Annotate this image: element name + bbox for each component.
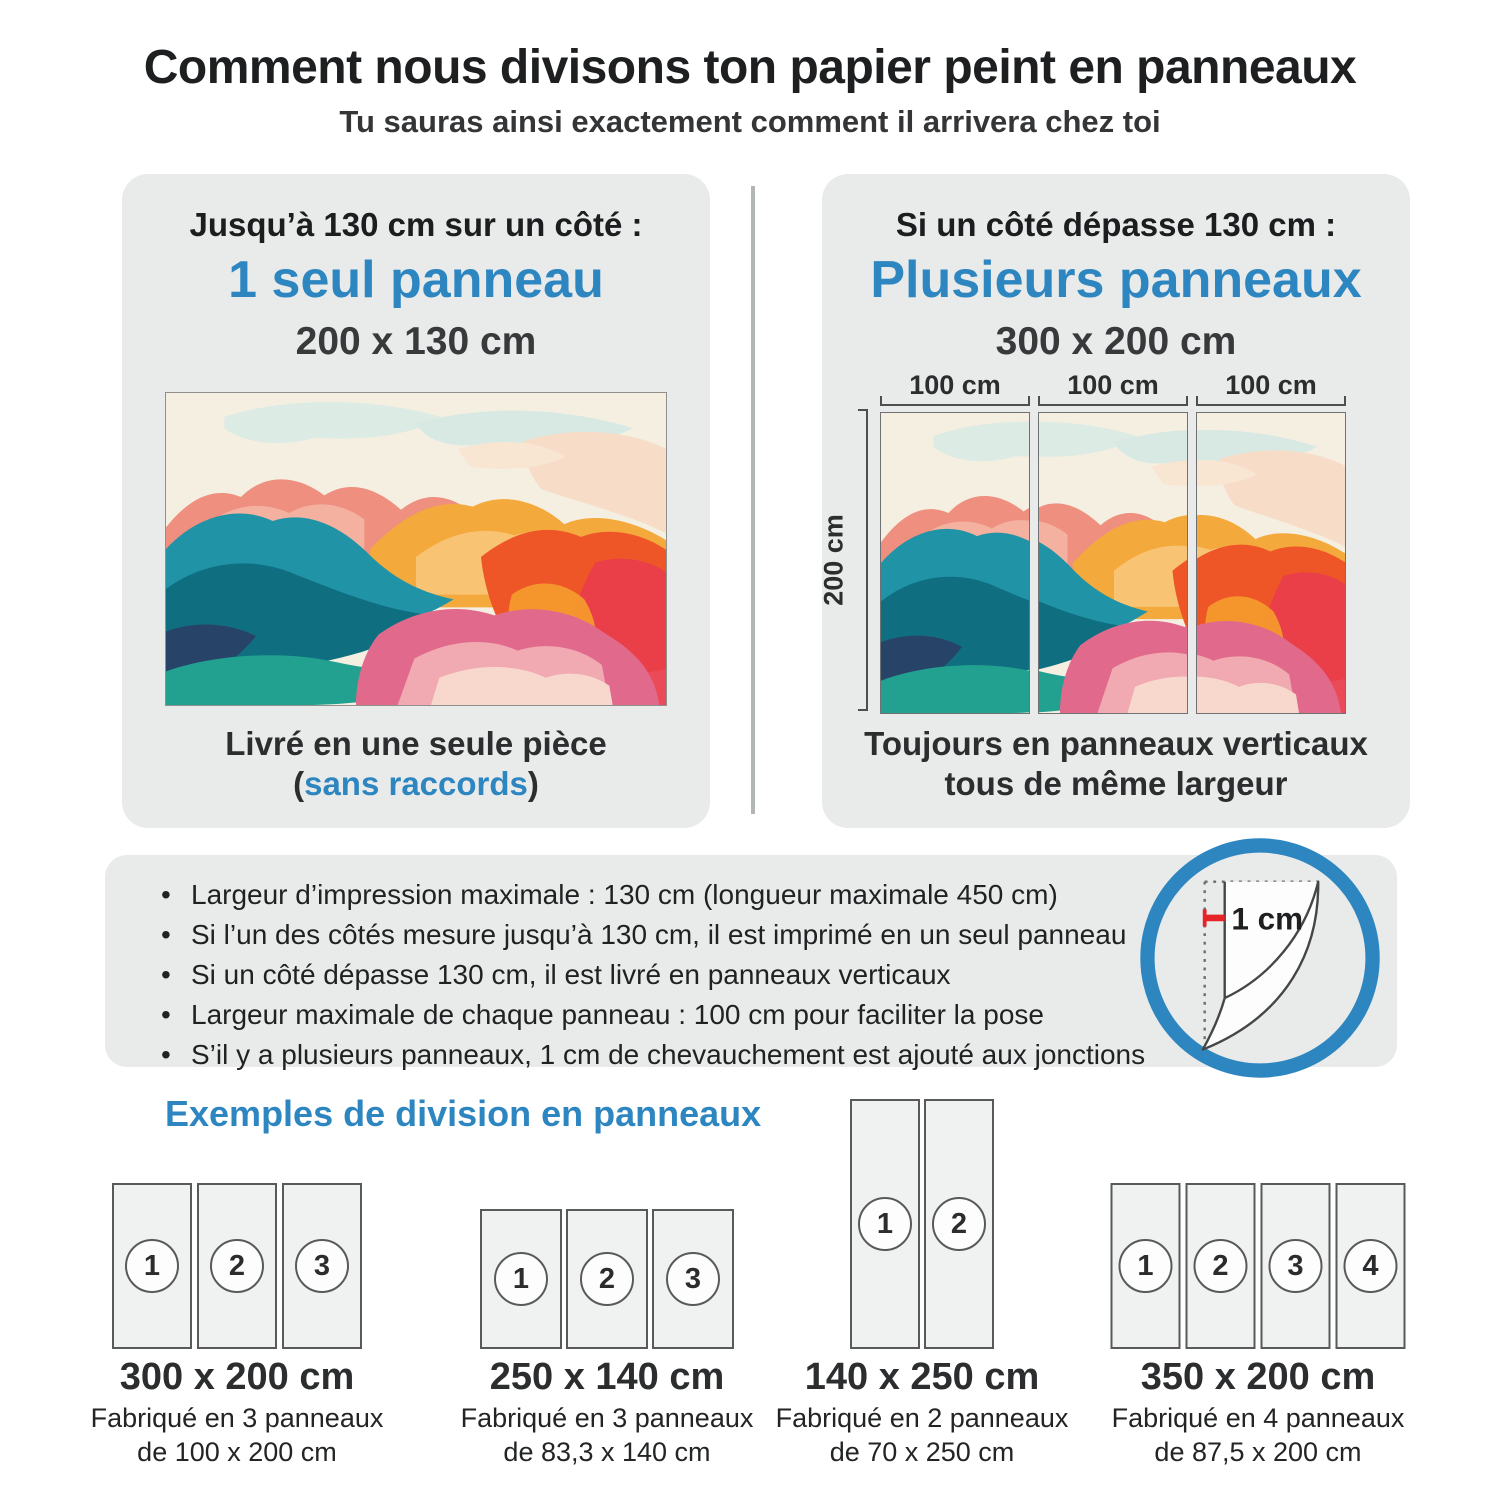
wallpaper-panel-strip bbox=[880, 412, 1030, 714]
single-panel-footer-line2: (sans raccords) bbox=[293, 765, 539, 802]
cards-divider bbox=[751, 186, 755, 814]
panel-number-badge: 2 bbox=[580, 1252, 634, 1306]
panel bbox=[566, 1209, 648, 1349]
multi-panel-footer-line1: Toujours en panneaux verticaux bbox=[864, 725, 1368, 762]
example-size: 300 x 200 cm bbox=[119, 1356, 355, 1398]
overlap-illustration-icon bbox=[1136, 834, 1384, 1082]
example-250x140 bbox=[460, 1099, 754, 1479]
example-caption-line2: de 70 x 250 cm bbox=[829, 1437, 1015, 1467]
multi-panel-footer-line2: tous de même largeur bbox=[944, 765, 1288, 802]
example-140x250 bbox=[775, 1099, 1069, 1479]
width-dimension-line bbox=[1038, 404, 1188, 406]
width-dimension-lines bbox=[880, 404, 1346, 406]
wallpaper-preview-image bbox=[165, 392, 667, 706]
panel bbox=[1261, 1183, 1331, 1349]
multi-panel-dimensions: 300 x 200 cm bbox=[995, 320, 1237, 363]
example-caption-line1: Fabriqué en 4 panneaux bbox=[1111, 1403, 1405, 1433]
info-bullet: • S’il y a plusieurs panneaux, 1 cm de chevauchement est ajouté aux jonctions bbox=[161, 1035, 1397, 1075]
info-bullet: • Si un côté dépasse 130 cm, il est livré en panneaux verticaux bbox=[161, 955, 1397, 995]
panel bbox=[924, 1099, 994, 1349]
single-panel-dimensions: 200 x 130 cm bbox=[295, 320, 537, 363]
panel-width-label: 100 cm bbox=[1225, 370, 1317, 400]
example-panels bbox=[480, 1209, 734, 1349]
examples-heading: Exemples de division en panneaux bbox=[165, 1093, 762, 1134]
example-caption-line1: Fabriqué en 3 panneaux bbox=[460, 1403, 754, 1433]
example-caption bbox=[1078, 1401, 1438, 1469]
example-300x200 bbox=[90, 1099, 384, 1479]
single-panel-condition: Jusqu’à 130 cm sur un côté : bbox=[189, 206, 643, 243]
info-bullet: • Largeur d’impression maximale : 130 cm (longueur maximale 450 cm) bbox=[161, 875, 1397, 915]
panel bbox=[850, 1099, 920, 1349]
wallpaper-panel-strip bbox=[1038, 412, 1188, 714]
width-dimension-line bbox=[1196, 404, 1346, 406]
example-panels bbox=[850, 1099, 994, 1349]
example-caption-line2: de 87,5 x 200 cm bbox=[1154, 1437, 1362, 1467]
panel bbox=[112, 1183, 192, 1349]
panel-number-badge: 2 bbox=[932, 1197, 986, 1251]
single-panel-headline: 1 seul panneau bbox=[228, 251, 604, 309]
panel-number-badge: 1 bbox=[858, 1197, 912, 1251]
example-caption bbox=[57, 1401, 417, 1469]
wallpaper-panel-strip bbox=[1196, 412, 1346, 714]
overlap-measure-label: 1 cm bbox=[1231, 901, 1304, 937]
multi-panel-preview bbox=[880, 412, 1346, 714]
panel-number-badge: 1 bbox=[125, 1239, 179, 1293]
multi-panel-footer bbox=[822, 724, 1410, 804]
info-bullet: • Si l’un des côtés mesure jusqu’à 130 cm, il est imprimé en un seul panneau bbox=[161, 915, 1397, 955]
example-caption-line1: Fabriqué en 2 panneaux bbox=[775, 1403, 1069, 1433]
example-350x200 bbox=[1110, 1099, 1406, 1479]
panel bbox=[282, 1183, 362, 1349]
example-size: 350 x 200 cm bbox=[1140, 1356, 1376, 1398]
page-title: Comment nous divisons ton papier peint en panneaux bbox=[143, 41, 1357, 94]
example-caption bbox=[742, 1401, 1102, 1469]
panel bbox=[1336, 1183, 1406, 1349]
panel-number-badge: 3 bbox=[666, 1252, 720, 1306]
panel bbox=[197, 1183, 277, 1349]
sans-raccords-highlight: sans raccords bbox=[304, 765, 528, 802]
example-size: 250 x 140 cm bbox=[489, 1356, 725, 1398]
single-panel-footer-line1: Livré en une seule pièce bbox=[225, 725, 607, 762]
panel-number-badge: 3 bbox=[295, 1239, 349, 1293]
example-caption-line2: de 83,3 x 140 cm bbox=[503, 1437, 711, 1467]
example-panels bbox=[112, 1183, 362, 1349]
height-dimension-line bbox=[866, 409, 868, 711]
panel bbox=[1111, 1183, 1181, 1349]
panel-number-badge: 4 bbox=[1344, 1239, 1398, 1293]
example-caption bbox=[427, 1401, 787, 1469]
single-panel-footer bbox=[122, 724, 710, 804]
panel-number-badge: 2 bbox=[210, 1239, 264, 1293]
panel-width-labels bbox=[880, 370, 1346, 401]
panel-width-label: 100 cm bbox=[1067, 370, 1159, 400]
example-caption-line2: de 100 x 200 cm bbox=[137, 1437, 337, 1467]
panel bbox=[652, 1209, 734, 1349]
page-subtitle: Tu sauras ainsi exactement comment il arrivera chez toi bbox=[339, 104, 1161, 139]
info-bullet: • Largeur maximale de chaque panneau : 100 cm pour faciliter la pose bbox=[161, 995, 1397, 1035]
multi-panel-condition: Si un côté dépasse 130 cm : bbox=[895, 206, 1337, 243]
example-panels bbox=[1111, 1183, 1406, 1349]
panel-number-badge: 1 bbox=[494, 1252, 548, 1306]
panel-number-badge: 2 bbox=[1194, 1239, 1248, 1293]
panel bbox=[480, 1209, 562, 1349]
multi-panel-card bbox=[818, 174, 1410, 828]
single-panel-card bbox=[122, 174, 710, 828]
panel bbox=[1186, 1183, 1256, 1349]
example-size: 140 x 250 cm bbox=[804, 1356, 1040, 1398]
multi-panel-headline: Plusieurs panneaux bbox=[870, 251, 1362, 309]
panel-width-label: 100 cm bbox=[909, 370, 1001, 400]
panel-number-badge: 1 bbox=[1119, 1239, 1173, 1293]
panel-height-label: 200 cm bbox=[818, 514, 849, 606]
measured-panels-diagram bbox=[818, 370, 1346, 710]
example-caption-line1: Fabriqué en 3 panneaux bbox=[90, 1403, 384, 1433]
panel-number-badge: 3 bbox=[1269, 1239, 1323, 1293]
width-dimension-line bbox=[880, 404, 1030, 406]
